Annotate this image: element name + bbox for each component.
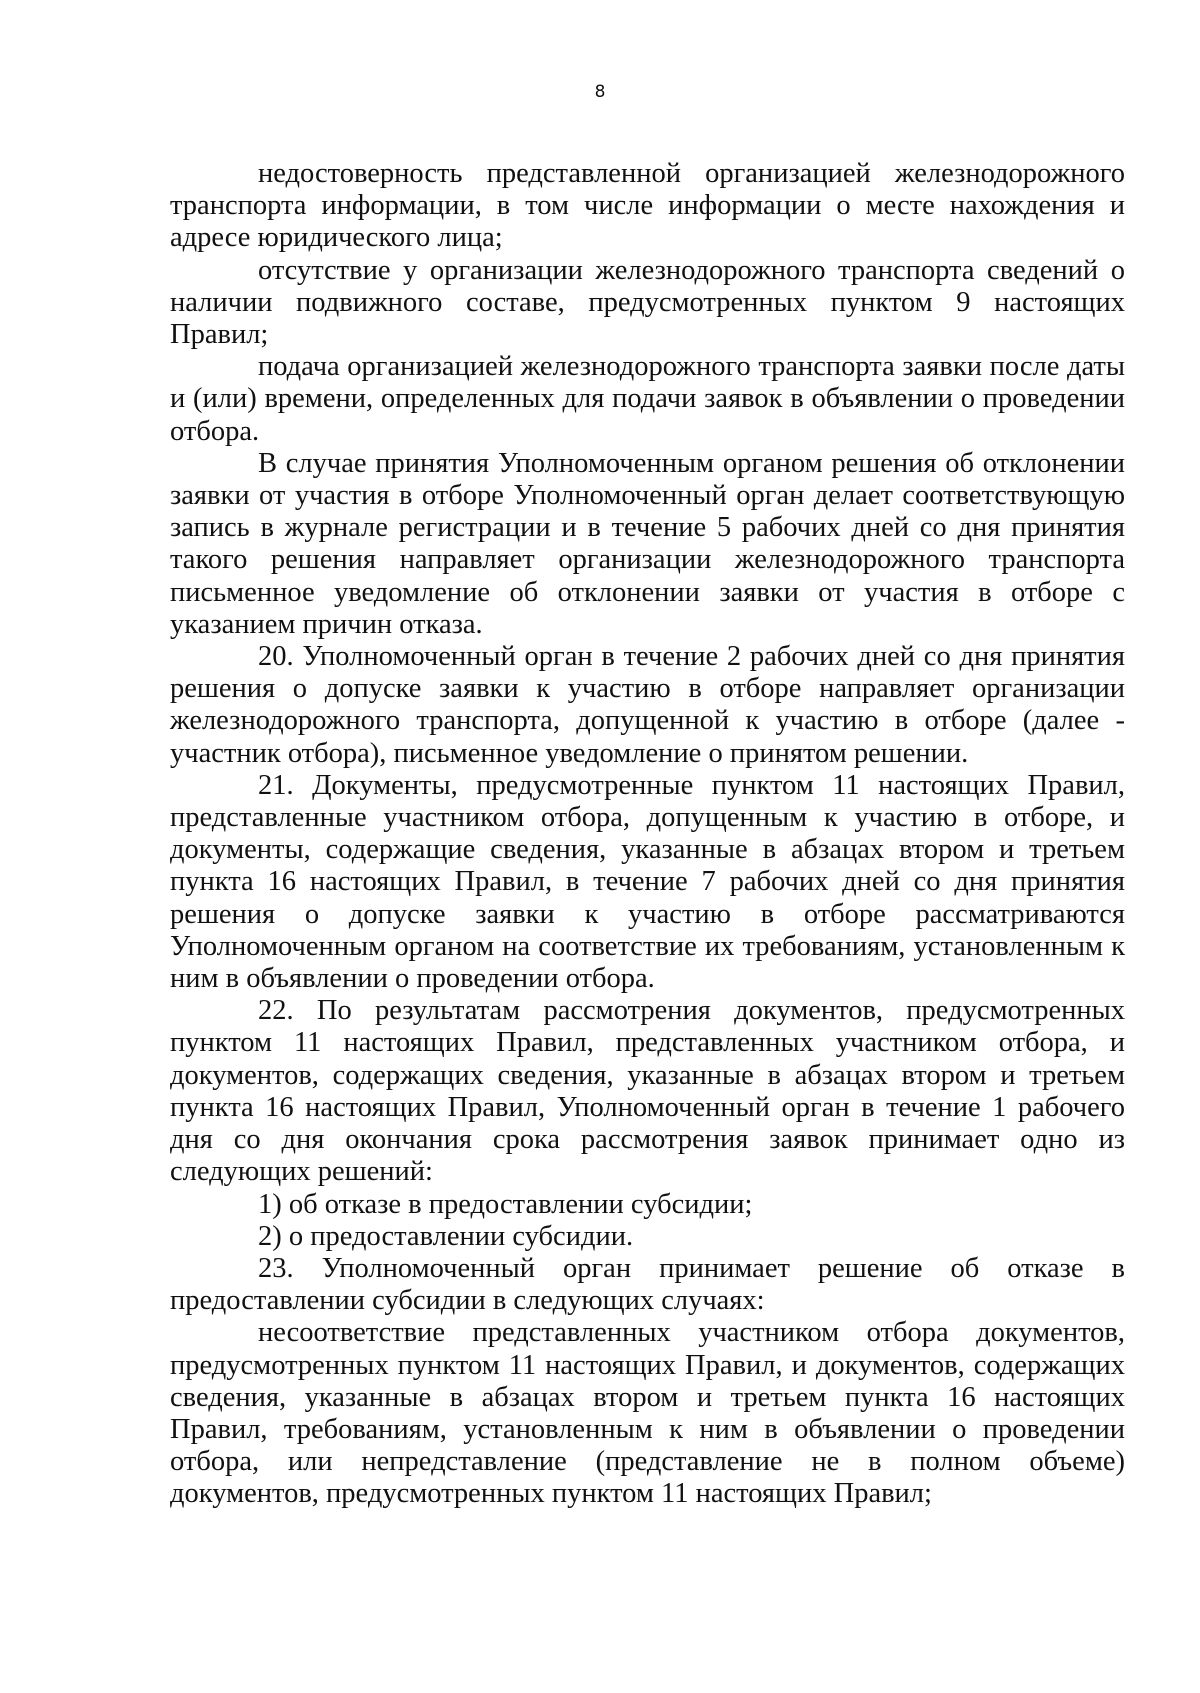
paragraph: подача организацией железнодорожного транспорта заявки после даты и (или) времени, определенных для подачи заявок в объявлении о проведении отбора. <box>170 351 1125 447</box>
page-number: 8 <box>594 82 606 102</box>
paragraph: 20. Уполномоченный орган в течение 2 рабочих дней со дня принятия решения о допуске заявки к участию в отборе направляет организации железнодорожного транспорта, допущенной к участию в отборе (далее - участник отбора), письменное уведомление о принятом решении. <box>170 641 1125 769</box>
paragraph: В случае принятия Уполномоченным органом решения об отклонении заявки от участия в отборе Уполномоченный орган делает соответствующую запись в журнале регистрации и в течение 5 рабочих дней со дня принятия такого решения направляет организации железнодорожного транспорта письменное уведомление об отклонении заявки от участия в отборе с указанием причин отказа. <box>170 447 1125 640</box>
list-item: 1) об отказе в предоставлении субсидии; <box>258 1188 753 1220</box>
paragraph: несоответствие представленных участником отбора документов, предусмотренных пунктом 11 настоящих Правил, и документов, содержащих сведения, указанные в абзацах втором и третьем пункта 16 настоящих Правил, требованиям, установленным к ним в объявлении о проведении отбора, или непредставление (представление не в полном объеме) документов, предусмотренных пунктом 11 настоящих Правил; <box>170 1317 1125 1510</box>
list-item: 2) о предоставлении субсидии. <box>258 1220 634 1252</box>
document-body <box>170 158 1125 1511</box>
paragraph: недостоверность представленной организацией железнодорожного транспорта информации, в том числе информации о месте нахождения и адресе юридического лица; <box>170 158 1125 254</box>
paragraph: отсутствие у организации железнодорожного транспорта сведений о наличии подвижного составе, предусмотренных пунктом 9 настоящих Правил; <box>170 254 1125 351</box>
paragraph: 22. По результатам рассмотрения документов, предусмотренных пунктом 11 настоящих Правил, представленных участником отбора, и документов, содержащих сведения, указанные в абзацах втором и третьем пункта 16 настоящих Правил, Уполномоченный орган в течение 1 рабочего дня со дня окончания срока рассмотрения заявок принимает одно из следующих решений: <box>170 995 1125 1188</box>
paragraph: 23. Уполномоченный орган принимает решение об отказе в предоставлении субсидии в следующих случаях: <box>170 1252 1125 1317</box>
paragraph: 21. Документы, предусмотренные пунктом 11 настоящих Правил, представленные участником отбора, допущенным к участию в отборе, и документы, содержащие сведения, указанные в абзацах втором и третьем пункта 16 настоящих Правил, в течение 7 рабочих дней со дня принятия решения о допуске заявки к участию в отборе рассматриваются Уполномоченным органом на соответствие их требованиям, установленным к ним в объявлении о проведении отбора. <box>170 769 1125 995</box>
